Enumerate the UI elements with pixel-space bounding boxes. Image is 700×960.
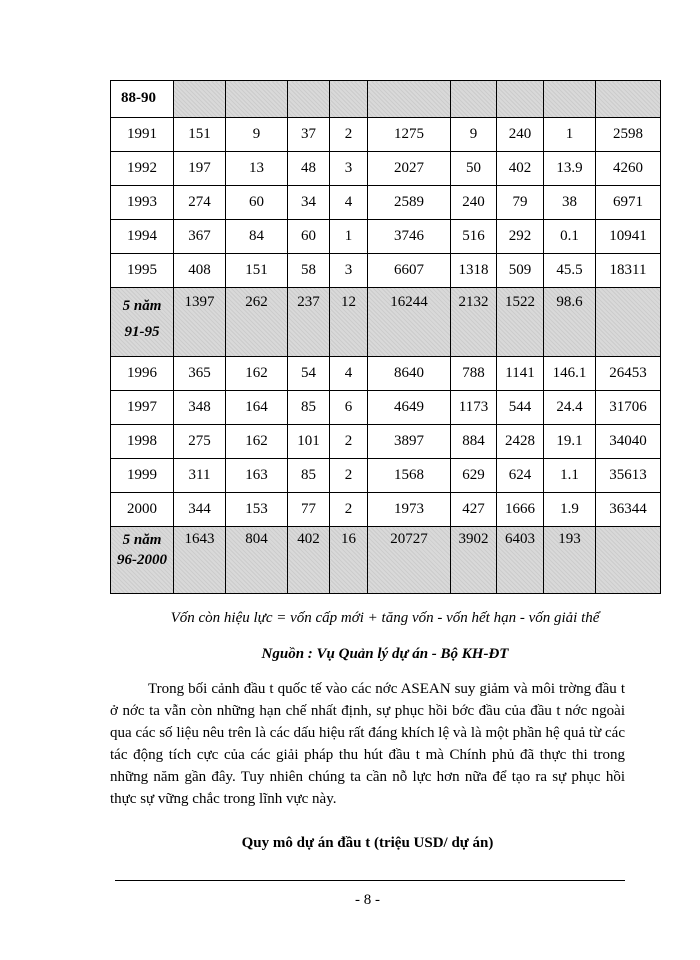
table-cell: 163 — [226, 459, 288, 493]
table-cell: 6607 — [368, 254, 451, 288]
table-cell: 37 — [288, 118, 330, 152]
table-cell: 6 — [330, 391, 368, 425]
table-row — [111, 493, 661, 527]
table-cell: 98.6 — [544, 288, 596, 357]
table-cell — [226, 81, 288, 118]
table-cell: 20727 — [368, 527, 451, 594]
table-cell: 2132 — [451, 288, 497, 357]
table-cell: 2598 — [596, 118, 661, 152]
footer-divider — [115, 880, 625, 881]
table-cell: 151 — [226, 254, 288, 288]
row-label-cell: 1997 — [111, 391, 174, 425]
table-cell: 4649 — [368, 391, 451, 425]
table-cell: 237 — [288, 288, 330, 357]
table-cell: 45.5 — [544, 254, 596, 288]
table-cell: 13.9 — [544, 152, 596, 186]
table-cell: 367 — [174, 220, 226, 254]
table-cell: 4260 — [596, 152, 661, 186]
table-cell: 60 — [226, 186, 288, 220]
table-cell: 19.1 — [544, 425, 596, 459]
table-cell: 804 — [226, 527, 288, 594]
table-cell: 54 — [288, 357, 330, 391]
table-cell: 275 — [174, 425, 226, 459]
table-cell: 311 — [174, 459, 226, 493]
table-row — [111, 425, 661, 459]
table-cell: 3897 — [368, 425, 451, 459]
table-cell: 3902 — [451, 527, 497, 594]
table-cell: 274 — [174, 186, 226, 220]
table-cell: 3 — [330, 152, 368, 186]
table-cell: 58 — [288, 254, 330, 288]
table-row — [111, 459, 661, 493]
table-cell: 629 — [451, 459, 497, 493]
table-cell: 2589 — [368, 186, 451, 220]
table-cell: 3 — [330, 254, 368, 288]
table-cell: 4 — [330, 357, 368, 391]
row-label-cell: 1996 — [111, 357, 174, 391]
table-cell: 34 — [288, 186, 330, 220]
row-label-cell: 88-90 — [111, 81, 174, 118]
table-cell: 84 — [226, 220, 288, 254]
table-cell — [174, 81, 226, 118]
table-cell: 344 — [174, 493, 226, 527]
table-row — [111, 254, 661, 288]
table-cell: 1973 — [368, 493, 451, 527]
table-cell: 1522 — [497, 288, 544, 357]
row-label-cell: 5 năm 91-95 — [111, 288, 174, 357]
table-cell — [596, 81, 661, 118]
table-cell: 9 — [226, 118, 288, 152]
table-cell: 408 — [174, 254, 226, 288]
table-row — [111, 186, 661, 220]
table-cell: 38 — [544, 186, 596, 220]
table-cell — [497, 81, 544, 118]
table-cell: 1643 — [174, 527, 226, 594]
table-cell: 153 — [226, 493, 288, 527]
table-cell: 8640 — [368, 357, 451, 391]
table-cell: 1173 — [451, 391, 497, 425]
table-cell: 10941 — [596, 220, 661, 254]
table-cell: 1568 — [368, 459, 451, 493]
table-cell: 85 — [288, 391, 330, 425]
table-cell: 2 — [330, 118, 368, 152]
table-cell: 6403 — [497, 527, 544, 594]
table-cell: 365 — [174, 357, 226, 391]
table-cell — [544, 81, 596, 118]
table-cell: 402 — [288, 527, 330, 594]
table-cell: 77 — [288, 493, 330, 527]
table-cell: 1 — [544, 118, 596, 152]
table-cell — [288, 81, 330, 118]
table-cell: 544 — [497, 391, 544, 425]
row-label-cell: 1993 — [111, 186, 174, 220]
row-label-cell: 1995 — [111, 254, 174, 288]
table-row — [111, 118, 661, 152]
table-cell: 85 — [288, 459, 330, 493]
table-cell: 240 — [451, 186, 497, 220]
table-cell: 16 — [330, 527, 368, 594]
table-cell: 2428 — [497, 425, 544, 459]
table-cell: 509 — [497, 254, 544, 288]
table-cell: 50 — [451, 152, 497, 186]
table-cell: 9 — [451, 118, 497, 152]
row-label-cell: 5 năm 96-2000 — [111, 527, 174, 594]
table-cell: 624 — [497, 459, 544, 493]
table-cell: 2027 — [368, 152, 451, 186]
table-cell: 164 — [226, 391, 288, 425]
table-cell: 1275 — [368, 118, 451, 152]
table-cell: 151 — [174, 118, 226, 152]
table-cell: 884 — [451, 425, 497, 459]
table-cell: 193 — [544, 527, 596, 594]
table-cell: 2 — [330, 493, 368, 527]
table-cell: 516 — [451, 220, 497, 254]
table-cell: 1.1 — [544, 459, 596, 493]
table-cell: 292 — [497, 220, 544, 254]
table-cell: 162 — [226, 425, 288, 459]
table-cell: 26453 — [596, 357, 661, 391]
table-cell — [596, 527, 661, 594]
table-cell — [330, 81, 368, 118]
table-cell: 1666 — [497, 493, 544, 527]
table-cell: 1.9 — [544, 493, 596, 527]
table-cell: 402 — [497, 152, 544, 186]
table-cell: 348 — [174, 391, 226, 425]
table-cell: 35613 — [596, 459, 661, 493]
table-cell — [596, 288, 661, 357]
table-cell: 16244 — [368, 288, 451, 357]
table-cell: 1318 — [451, 254, 497, 288]
table-cell: 18311 — [596, 254, 661, 288]
table-row — [111, 288, 661, 357]
row-label-cell: 1991 — [111, 118, 174, 152]
investment-table — [110, 80, 661, 594]
table-cell: 60 — [288, 220, 330, 254]
table-row — [111, 81, 661, 118]
table-cell: 36344 — [596, 493, 661, 527]
table-row — [111, 391, 661, 425]
table-cell: 6971 — [596, 186, 661, 220]
table-cell: 31706 — [596, 391, 661, 425]
table-cell — [451, 81, 497, 118]
table-cell: 788 — [451, 357, 497, 391]
row-label-cell: 2000 — [111, 493, 174, 527]
table-cell: 3746 — [368, 220, 451, 254]
table-cell: 2 — [330, 459, 368, 493]
table-cell: 427 — [451, 493, 497, 527]
table-cell: 48 — [288, 152, 330, 186]
table-cell: 240 — [497, 118, 544, 152]
table-row — [111, 220, 661, 254]
table-cell: 4 — [330, 186, 368, 220]
table-cell: 34040 — [596, 425, 661, 459]
table-row — [111, 357, 661, 391]
table-cell: 1 — [330, 220, 368, 254]
table-row — [111, 152, 661, 186]
page-number: - 8 - — [355, 892, 380, 908]
section-subtitle: Quy mô dự án đầu t (triệu USD/ dự án) — [241, 835, 494, 851]
table-cell: 79 — [497, 186, 544, 220]
table-cell: 12 — [330, 288, 368, 357]
table-cell: 24.4 — [544, 391, 596, 425]
table-cell — [368, 81, 451, 118]
table-cell: 2 — [330, 425, 368, 459]
table-cell: 146.1 — [544, 357, 596, 391]
body-paragraph: Trong bối cảnh đầu t quốc tế vào các nớc ASEAN suy giảm và môi trờng đầu t ở nớc ta vẫn còn những hạn chế nhất định, sự phục hồi bớc đầu của đầu t nớc ngoài qua các số liệu nêu trên là các dấu hiệu rất đáng khích lệ và là một phần hệ quả từ các tác động tích cực của các giải pháp thu hút đầu t mà Chính phủ đã thực thi trong những năm gần đây. Tuy nhiên chúng ta cần nỗ lực hơn nữa để tạo ra sự phục hồi thực sự vững chắc trong lĩnh vực này. — [110, 681, 625, 807]
table-cell: 197 — [174, 152, 226, 186]
table-cell: 13 — [226, 152, 288, 186]
table-source: Nguồn : Vụ Quản lý dự án - Bộ KH-ĐT — [261, 646, 509, 662]
row-label-cell: 1998 — [111, 425, 174, 459]
table-cell: 101 — [288, 425, 330, 459]
table-note: Vốn còn hiệu lực = vốn cấp mới + tăng vốn - vốn hết hạn - vốn giải thể — [170, 610, 600, 626]
row-label-cell: 1992 — [111, 152, 174, 186]
row-label-cell: 1994 — [111, 220, 174, 254]
table-cell: 162 — [226, 357, 288, 391]
table-cell: 262 — [226, 288, 288, 357]
table-cell: 1141 — [497, 357, 544, 391]
table-row — [111, 527, 661, 594]
table-cell: 0.1 — [544, 220, 596, 254]
table-cell: 1397 — [174, 288, 226, 357]
row-label-cell: 1999 — [111, 459, 174, 493]
